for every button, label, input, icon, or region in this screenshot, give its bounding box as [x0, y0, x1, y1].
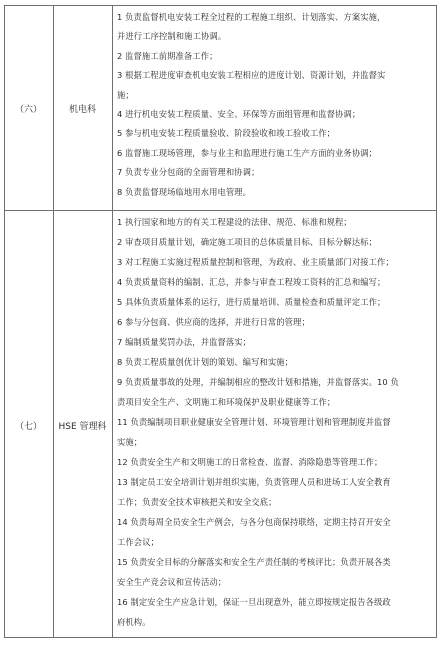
- responsibility-line: 6 监督施工现场管理，参与业主和监理进行施工生产方面的业务协调；: [117, 147, 378, 158]
- responsibility-line: 16 制定安全生产应急计划，保证一旦出现意外，能立即按规定报告各级政: [117, 597, 391, 607]
- responsibility-line: 1 执行国家和地方的有关工程建设的法律、规范、标准和规程；: [117, 217, 352, 227]
- responsibility-line: 实施；: [117, 437, 143, 447]
- section-index: （六）: [14, 105, 42, 115]
- responsibility-line: 3 对工程施工实施过程质量控制和管理，为政府、业主质量部门对接工作；: [117, 257, 394, 267]
- section-divider: [4, 210, 436, 211]
- table-bottom-border: [4, 637, 436, 638]
- responsibility-line: 2 监督施工前期准备工作；: [117, 50, 218, 61]
- responsibility-line: 3 根据工程进度审查机电安装工程相应的进度计划、资源计划，并监督实: [117, 70, 386, 81]
- responsibility-line: 5 具体负责质量体系的运行，进行质量培训、质量检查和质量评定工作；: [117, 297, 386, 307]
- responsibility-line: 8 负责工程质量创优计划的策划、编写和实施；: [117, 357, 294, 367]
- responsibility-line: 7 编制质量奖罚办法，并监督落实；: [117, 337, 252, 347]
- responsibility-line: 14 负责每周全员安全生产例会，与各分包商保持联络，定期主持召开安全: [117, 517, 391, 527]
- table-left-border: [4, 5, 5, 638]
- responsibility-line: 7 负责专业分包商的全面管理和协调；: [117, 167, 260, 178]
- responsibility-line: 11 负责编制项目职业健康安全管理计划、环境管理计划和管理制度并监督: [117, 417, 391, 427]
- responsibility-line: 1 负责监督机电安装工程全过程的工程施工组织、计划落实、方案实施，: [117, 12, 386, 22]
- department-name: 机电科: [68, 105, 96, 115]
- responsibility-line: 府机构。: [117, 617, 151, 627]
- column-divider-2: [112, 5, 113, 638]
- responsibility-line: 9 负责质量事故的处理，并编制相应的整改计划和措施，并监督落实。10 负: [117, 377, 399, 387]
- responsibility-line: 8 负责监督现场临地用水用电管理。: [117, 186, 252, 197]
- column-divider-1: [53, 5, 54, 638]
- responsibility-line: 6 参与分包商、供应商的选择，并进行日常的管理；: [117, 317, 310, 327]
- department-name: HSE 管理科: [58, 422, 107, 432]
- responsibility-line: 2 审查项目质量计划，确定施工项目的总体质量目标、目标分解达标；: [117, 237, 378, 247]
- responsibility-line: 4 进行机电安装工程质量、安全、环保等方面组管理和监督协调；: [117, 109, 361, 119]
- responsibility-line: 5 参与机电安装工程质量验收、阶段验收和竣工验收工作；: [117, 128, 336, 139]
- responsibility-line: 4 负责质量资料的编制、汇总，并参与审查工程竣工资料的汇总和编写；: [117, 277, 386, 287]
- responsibility-line: 12 负责安全生产和文明施工的日常检查、监督、消除隐患等管理工作；: [117, 457, 383, 467]
- responsibility-line: 13 制定员工安全培训计划并组织实施，负责管理人员和进场工人安全教育: [117, 477, 391, 487]
- responsibility-line: 工作会议；: [117, 537, 159, 547]
- responsibility-line: 施；: [117, 89, 134, 100]
- table-top-border: [4, 5, 436, 6]
- responsibility-line: 责项目安全生产、文明施工和环境保护及职业健康等工作；: [117, 397, 336, 407]
- responsibility-line: 15 负责安全目标的分解落实和安全生产责任制的考核评比；负责开展各类: [117, 557, 391, 567]
- responsibility-line: 并进行工序控制和施工协调。: [117, 31, 227, 42]
- responsibility-line: 工作；负责安全技术审核把关和安全交底；: [117, 497, 277, 507]
- responsibility-line: 安全生产竞会议和宣传活动；: [117, 577, 227, 587]
- section-index: （七）: [14, 422, 42, 432]
